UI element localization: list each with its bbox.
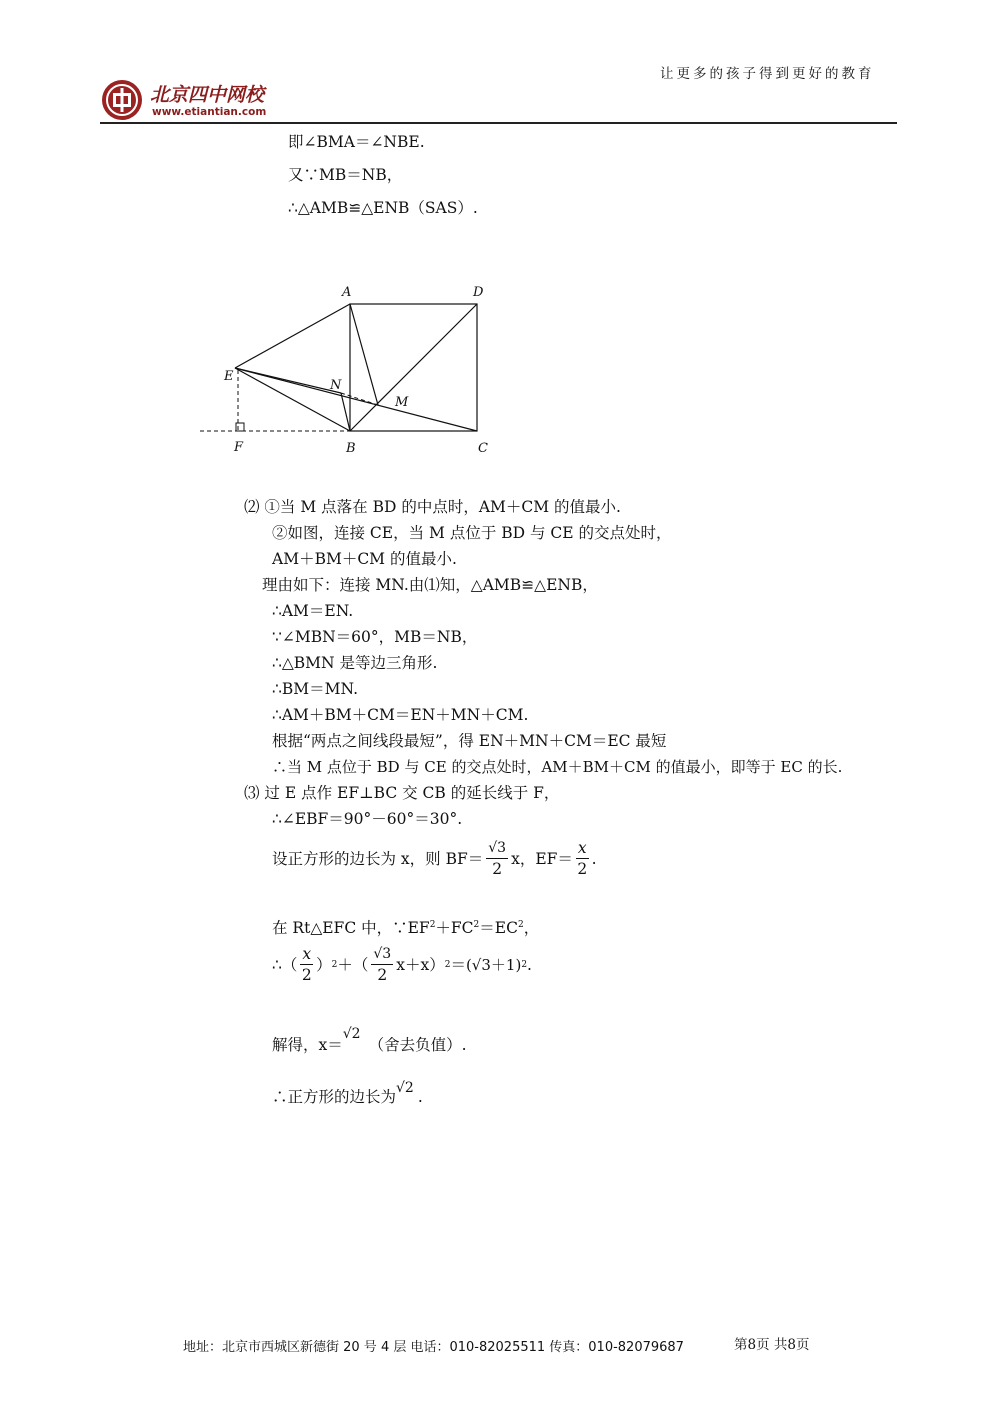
paren-close: ） (316, 955, 332, 974)
part3-line-1: ⑶ 过 E 点作 EF⊥BC 交 CB 的延长线于 F， (244, 784, 560, 802)
part2-line-10: 根据“两点之间线段最短”，得 EN＋MN＋CM＝EC 最短 (272, 732, 667, 750)
equals-sign: ＝ (450, 955, 466, 974)
logo (100, 78, 300, 122)
part2-line-2: ②如图，连接 CE，当 M 点位于 BD 与 CE 的交点处时， (272, 524, 672, 542)
part2-line-6: ∵∠MBN＝60°，MB＝NB， (272, 628, 478, 646)
label-M: M (395, 395, 409, 410)
part3-line-3-prefix: 设正方形的边长为 x，则 BF＝ (272, 849, 484, 868)
label-F: F (234, 440, 244, 455)
part3-line-4-mid2: ＝EC (479, 919, 518, 938)
logo-emblem-icon (100, 78, 144, 122)
geometry-figure (195, 280, 515, 460)
part2-line-9: ∴AM＋BM＋CM＝EN＋MN＋CM. (272, 706, 529, 724)
header-slogan: 让更多的孩子得到更好的教育 (660, 66, 875, 82)
label-A: A (342, 285, 352, 300)
part3-line-4-prefix: 在 Rt△EFC 中，∵EF (272, 919, 430, 938)
fraction-sqrt3-over-2 (371, 944, 393, 985)
rhs-expression: (√3＋1) (465, 955, 522, 974)
header-rule (100, 122, 897, 124)
part3-line-3-end: . (591, 849, 597, 868)
exponent: 2 (331, 959, 338, 970)
part3-line-6-prefix: 解得，x＝ (272, 1036, 343, 1054)
sqrt-2: √2 (342, 1026, 361, 1042)
part2-line-11: ∴当 M 点位于 BD 与 CE 的交点处时，AM＋BM＋CM 的值最小，即等于 EC 的长. (272, 758, 843, 776)
part3-line-4-mid1: ＋FC (435, 919, 474, 938)
label-D: D (473, 285, 484, 300)
fraction-numerator: x (577, 839, 587, 857)
part3-line-6-end: （舍去负值）. (368, 1036, 467, 1054)
exponent: 2 (521, 959, 528, 970)
part3-line-6 (272, 1026, 467, 1056)
part3-line-5 (272, 944, 532, 985)
part2-line-5: ∴AM＝EN. (272, 602, 354, 620)
part3-line-4-end: ， (523, 919, 540, 938)
part3-line-5-prefix: ∴（ (272, 955, 298, 974)
label-E: E (224, 369, 234, 384)
fraction-numerator: x (302, 945, 312, 963)
sqrt-2: √2 (396, 1080, 414, 1096)
fraction-denominator: 2 (492, 860, 503, 878)
fraction-denominator: 2 (577, 860, 588, 878)
part2-line-1: ⑵ ①当 M 点落在 BD 的中点时，AM＋CM 的值最小. (244, 498, 621, 516)
logo-name: 北京四中网校 (150, 84, 265, 106)
fraction-sqrt3-over-2 (486, 838, 508, 879)
part3-line-3 (272, 838, 597, 879)
proof-line-1: 即∠BMA＝∠NBE. (288, 133, 425, 151)
part3-line-5-term: x＋x） (396, 955, 445, 974)
fraction-numerator: √3 (486, 838, 508, 859)
fraction-denominator: 2 (377, 966, 388, 984)
footer-address: 地址：北京市西城区新德街 20 号 4 层 电话：010-82025511 传真：010-82079687 (183, 1340, 684, 1355)
part3-line-7 (272, 1080, 423, 1108)
proof-line-3: ∴△AMB≌△ENB（SAS）. (288, 199, 478, 217)
label-N: N (330, 378, 342, 393)
fraction-x-over-2 (300, 944, 313, 985)
exponent: 2 (517, 920, 524, 930)
exponent: 2 (429, 920, 436, 930)
proof-line-2: 又∵MB＝NB， (288, 166, 403, 184)
part3-line-3-mid: x，EF＝ (511, 849, 573, 868)
logo-url: www.etiantian.com (152, 106, 267, 118)
exponent: 2 (473, 920, 480, 930)
part2-line-4: 理由如下：连接 MN.由⑴知，△AMB≌△ENB， (262, 576, 598, 594)
fraction-x-over-2 (576, 838, 589, 879)
part3-line-7-prefix: ∴正方形的边长为 (272, 1088, 397, 1106)
label-B: B (346, 441, 356, 456)
exponent: 2 (444, 959, 451, 970)
part3-line-5-end: . (527, 955, 532, 974)
part3-line-4 (272, 915, 539, 938)
part2-line-7: ∴△BMN 是等边三角形. (272, 654, 438, 672)
footer-page: 第8页 共8页 (734, 1337, 810, 1353)
label-C: C (478, 441, 488, 456)
part3-line-2: ∴∠EBF＝90°－60°＝30°. (272, 810, 463, 828)
fraction-numerator: √3 (371, 944, 393, 965)
part3-line-7-end: . (417, 1088, 423, 1106)
fraction-denominator: 2 (301, 966, 312, 984)
plus-open: ＋（ (337, 955, 369, 974)
part2-line-8: ∴BM＝MN. (272, 680, 358, 698)
part2-line-3: AM＋BM＋CM 的值最小. (272, 550, 457, 568)
